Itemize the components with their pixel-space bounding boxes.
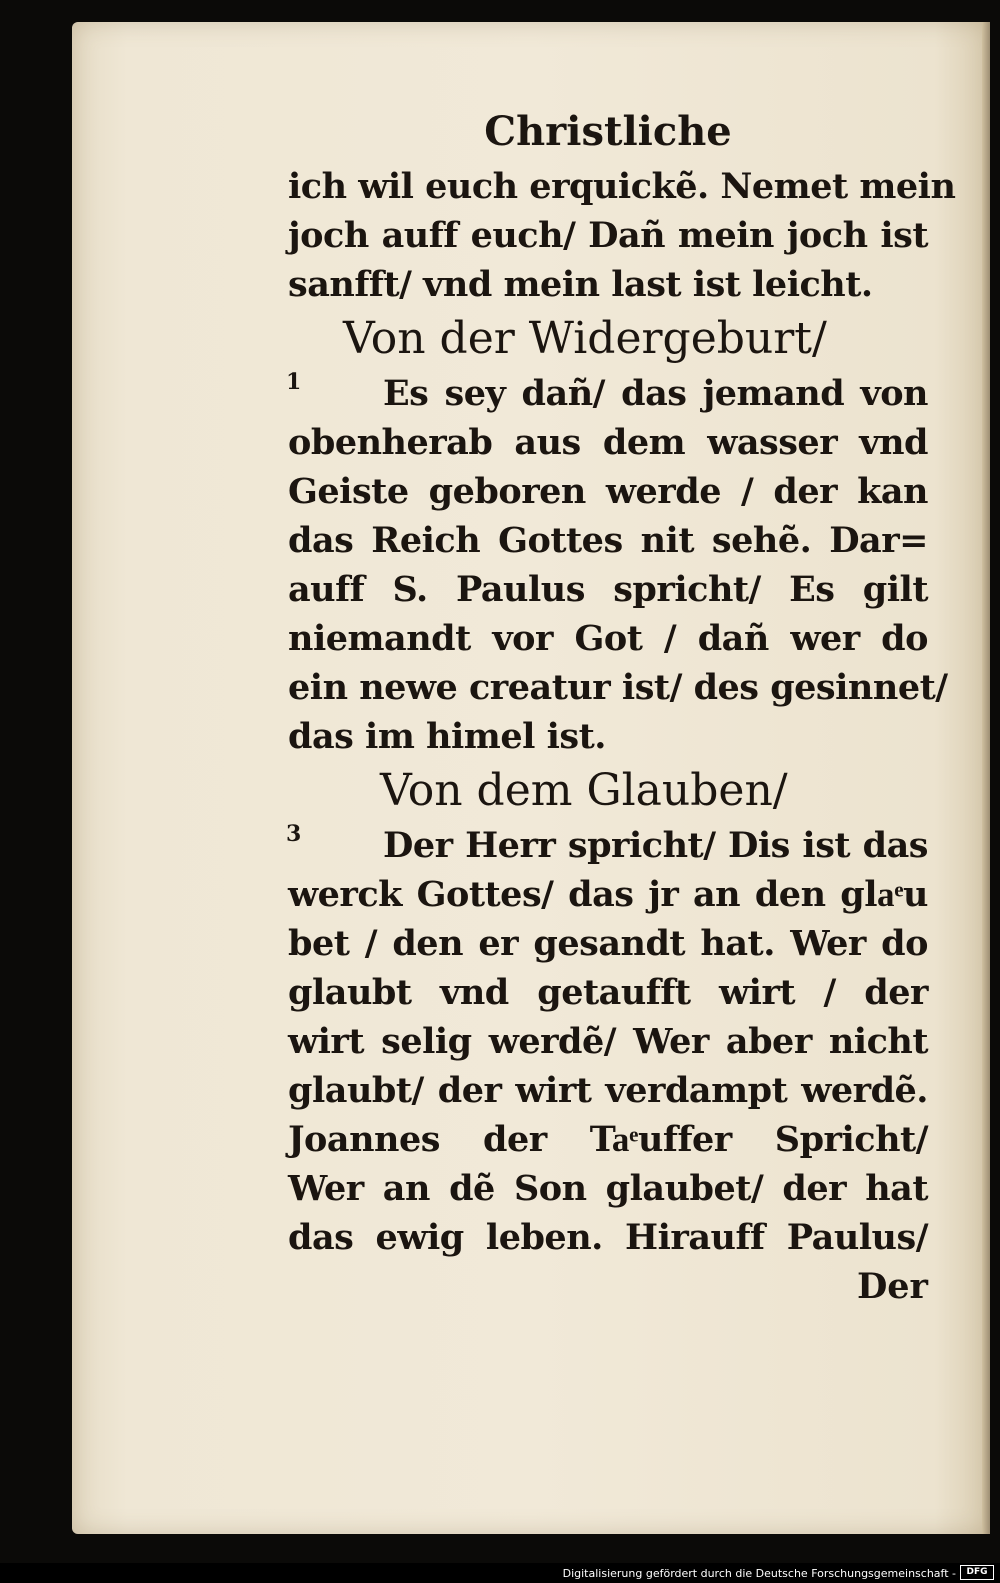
text-line: das im himel ist. — [288, 716, 606, 757]
catchword: Der — [856, 1266, 928, 1307]
marginal-number: 1 — [286, 369, 302, 395]
running-head: Christliche — [484, 108, 732, 155]
text-line: obenherab aus dem wasser vnd — [288, 422, 928, 463]
text-line: niemandt vor Got / dañ wer do — [288, 618, 928, 659]
text-line: Joannes der Taͤuffer Spricht/ — [288, 1119, 928, 1160]
marginal-number: 3 — [286, 821, 302, 847]
footer-bar — [0, 1563, 1000, 1583]
paragraph-start — [288, 821, 928, 870]
text-line: Geiste geboren werde / der kan — [288, 471, 928, 512]
text-line: glaubt vnd getaufft wirt / der — [288, 972, 928, 1013]
text-line: auff S. Paulus spricht/ Es gilt — [288, 569, 928, 610]
text-line: ein newe creatur ist/ des gesinnet/ — [288, 667, 948, 708]
dfg-logo-icon[interactable]: DFG — [960, 1565, 994, 1580]
text-line: sanfft/ vnd mein last ist leicht. — [288, 264, 873, 305]
text-line: wirt selig werdẽ/ Wer aber nicht — [288, 1021, 928, 1062]
section-heading: Von dem Glauben/ — [380, 765, 788, 816]
text-line: ich wil euch erquickẽ. Nemet mein — [288, 166, 956, 207]
footer-credit: Digitalisierung gefördert durch die Deutsche Forschungsgemeinschaft - — [562, 1567, 956, 1580]
text-block — [286, 108, 956, 1311]
paragraph-start — [288, 369, 928, 418]
section-heading: Von der Widergeburt/ — [343, 313, 827, 364]
text-line: bet / den er gesandt hat. Wer do — [288, 923, 928, 964]
text-line: das Reich Gottes nit sehẽ. Dar= — [288, 520, 928, 561]
text-line: Wer an dẽ Son glaubet/ der hat — [288, 1168, 928, 1209]
text-line: joch auff euch/ Dañ mein joch ist — [288, 215, 928, 256]
text-line: Der Herr spricht/ Dis ist das — [383, 825, 928, 866]
text-line: Es sey dañ/ das jemand von — [383, 373, 928, 414]
text-line: das ewig leben. Hirauff Paulus/ — [288, 1217, 928, 1258]
text-line: glaubt/ der wirt verdampt werdẽ. — [288, 1070, 928, 1111]
page-edge — [982, 22, 990, 1534]
text-line: werck Gottes/ das jr an den glaͤu — [288, 874, 928, 915]
